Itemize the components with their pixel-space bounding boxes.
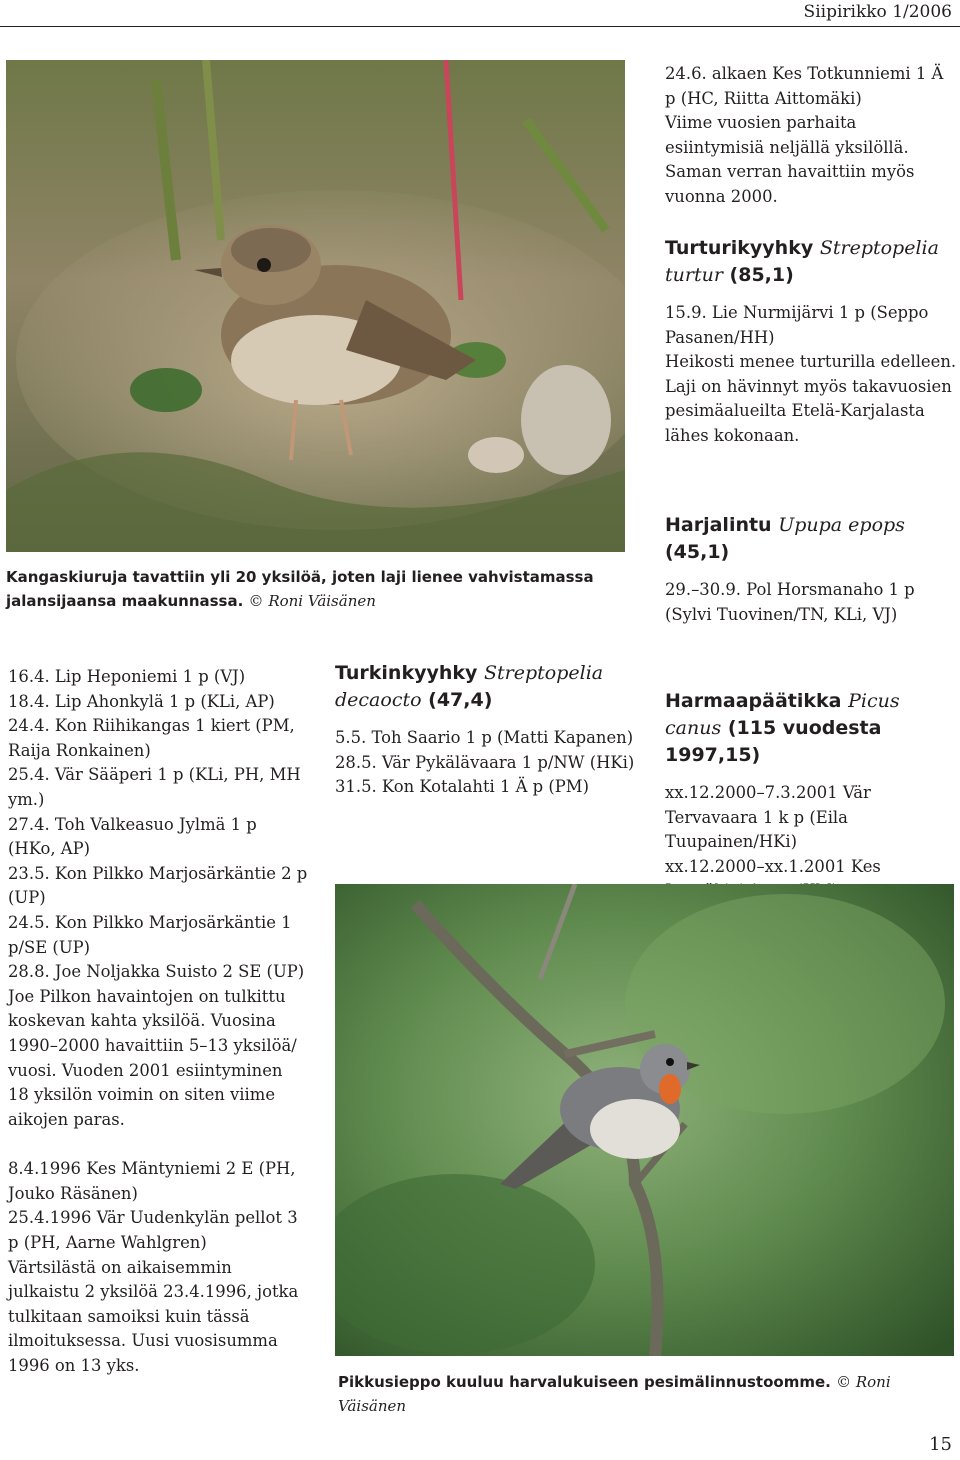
record-line: 15.9. Lie Nurmijärvi 1 p (Seppo Pasanen/HH) xyxy=(665,303,929,347)
flycatcher-caption-text: Pikkusieppo kuuluu harvalukuiseen pesimälinnustoomme. xyxy=(338,1373,831,1391)
species-stat: (45,1) xyxy=(665,541,730,563)
woodlark-photo xyxy=(6,60,625,552)
column-1 xyxy=(8,665,308,1379)
column-3 xyxy=(665,62,957,210)
record-line: 25.4. Vär Sääperi 1 p (KLi, PH, MH ym.) xyxy=(8,765,301,809)
species-block-grey-headed-woodpecker xyxy=(665,688,957,904)
species-name: Turkinkyyhky xyxy=(335,662,478,684)
record-line: 24.4. Kon Riihikangas 1 kiert (PM, Raija Ronkainen) xyxy=(8,716,295,760)
record-line: 28.8. Joe Noljakka Suisto 2 SE (UP) xyxy=(8,962,305,982)
record-line: 25.4.1996 Vär Uudenkylän pellot 3 p (PH, Aarne Wahlgren) xyxy=(8,1208,298,1253)
header-rule xyxy=(0,26,960,27)
woodlark-photo-icon xyxy=(6,60,625,552)
species-stat: (115 vuodesta 1997,15) xyxy=(665,717,882,766)
species-heading-turtle-dove xyxy=(665,235,957,289)
record-line: 29.–30.9. Pol Horsmanaho 1 p (Sylvi Tuovinen/TN, KLi, VJ) xyxy=(665,580,915,624)
species-heading-hoopoe xyxy=(665,512,957,566)
species-block-hoopoe xyxy=(665,512,957,627)
species-heading-collared-dove xyxy=(335,660,635,714)
commentary: Värtsilästä on aikaisemmin julkaistu 2 yksilöä 23.4.1996, jotka tulkitaan samoiksi kuin tässä ilmoituksessa. Uusi vuosisumma 1996 on 13 yks. xyxy=(8,1257,299,1376)
record-line: xx.12.2000–7.3.2001 Vär Tervavaara 1 k p (Eila Tuupainen/HKi) xyxy=(665,783,871,852)
commentary: Viime vuosien parhaita esiintymisiä neljällä yksilöllä. Saman verran havaittiin myös vuonna 2000. xyxy=(665,113,915,206)
woodlark-caption xyxy=(6,565,626,613)
species-latin: Streptopelia decaocto xyxy=(335,662,604,711)
commentary: Heikosti menee turturilla edelleen. Laji on hävinnyt myös takavuosien pesimäalueilta Etelä-Karjalasta lähes kokonaan. xyxy=(665,352,957,445)
flycatcher-photo xyxy=(335,884,954,1356)
species-name: Turturikyyhky xyxy=(665,237,814,259)
woodlark-caption-credit: © Roni Väisänen xyxy=(248,592,376,610)
column-2 xyxy=(335,660,635,800)
record-line: xx.12.2000–xx.1.2001 Kes xyxy=(665,856,881,876)
species-heading-grey-headed-woodpecker xyxy=(665,688,957,769)
commentary: Joe Pilkon havaintojen on tulkittu koskevan kahta yksilöä. Vuosina 1990–2000 havaittiin 5–13 yksilöä/ vuosi. Vuoden 2001 esiintyminen 18 yksilön voimin on siten viime aikojen paras. xyxy=(8,986,297,1129)
record-line: 5.5. Toh Saario 1 p (Matti Kapanen) xyxy=(335,728,634,747)
flycatcher-caption-credit: © Roni Väisänen xyxy=(338,1373,891,1415)
species-stat: (85,1) xyxy=(729,264,794,286)
record-line: 16.4. Lip Heponiemi 1 p (VJ) xyxy=(8,667,246,686)
running-head: Siipirikko 1/2006 xyxy=(803,2,952,22)
flycatcher-photo-icon xyxy=(335,884,954,1356)
record-line: 31.5. Kon Kotalahti 1 Ä p (PM) xyxy=(335,777,589,797)
record-line: 28.5. Vär Pykälävaara 1 p/NW (HKi) xyxy=(335,752,635,772)
record-line: 27.4. Toh Valkeasuo Jylmä 1 p (HKo, AP) xyxy=(8,814,257,859)
species-latin: Picus canus xyxy=(665,690,900,739)
record-line: 24.5. Kon Pilkko Marjosärkäntie 1 p/SE (UP) xyxy=(8,912,292,957)
record-line: 24.6. alkaen Kes Totkunniemi 1 Ä p (HC, Riitta Aittomäki) xyxy=(665,64,944,108)
species-name: Harmaapäätikka xyxy=(665,690,842,712)
species-latin: Upupa epops xyxy=(778,514,905,536)
flycatcher-caption xyxy=(338,1370,958,1418)
record-line: 18.4. Lip Ahonkylä 1 p (KLi, AP) xyxy=(8,691,275,711)
woodlark-caption-text: Kangaskiuruja tavattiin yli 20 yksilöä, joten laji lienee vahvistamassa jalansijaansa maakunnassa. xyxy=(6,568,594,610)
species-block-turtle-dove xyxy=(665,235,957,449)
species-name: Harjalintu xyxy=(665,514,772,536)
species-stat: (47,4) xyxy=(428,689,493,711)
page-number: 15 xyxy=(929,1434,952,1455)
record-line: 8.4.1996 Kes Mäntyniemi 2 E (PH, Jouko Räsänen) xyxy=(8,1159,296,1203)
record-line: 23.5. Kon Pilkko Marjosärkäntie 2 p (UP) xyxy=(8,863,308,908)
species-latin: Streptopelia turtur xyxy=(665,237,939,286)
